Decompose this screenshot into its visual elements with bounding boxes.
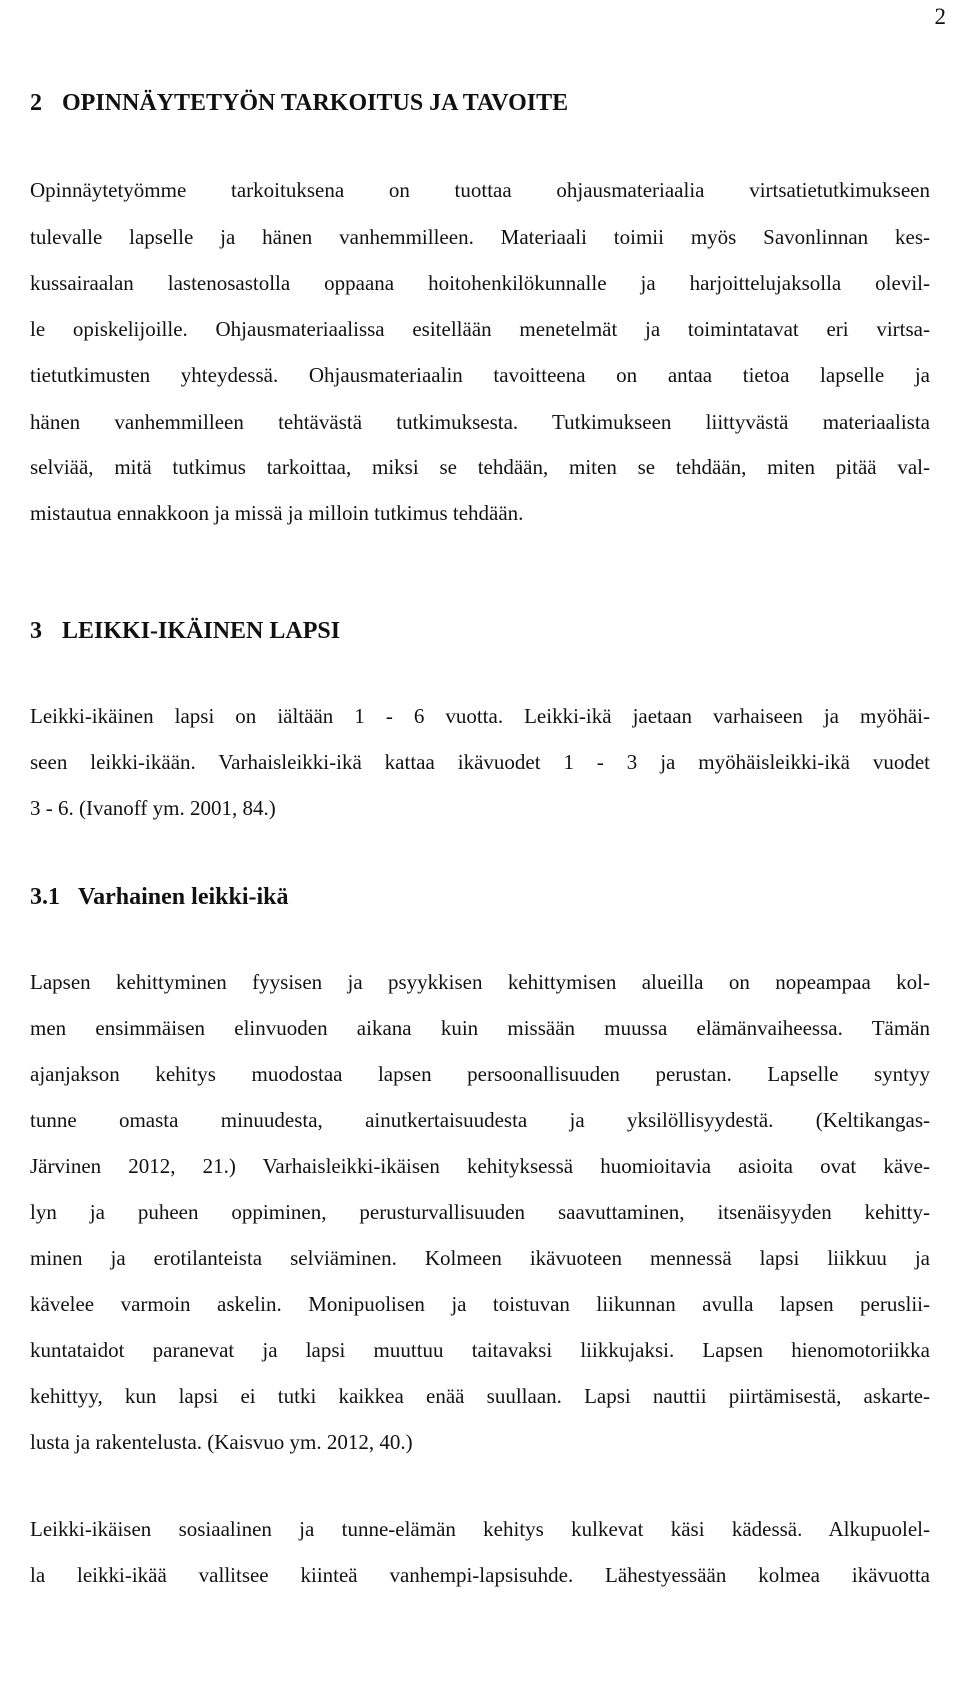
section-3-1-line-6: lyn ja puheen oppiminen, perusturvallisuuden saavuttaminen, itsenäisyyden kehitty- [30,1200,930,1224]
section-3-1-title: Varhainen leikki-ikä [78,884,289,910]
section-2-line-5: tietutkimusten yhteydessä. Ohjausmateriaalin tavoitteena on antaa tietoa lapselle ja [30,363,930,387]
section-3-line-3: 3 - 6. (Ivanoff ym. 2001, 84.) [30,796,276,820]
section-3-1-para2-line-1: Leikki-ikäisen sosiaalinen ja tunne-elämän kehitys kulkevat käsi kädessä. Alkupuolel- [30,1517,930,1541]
section-2-number: 2 [30,90,42,116]
section-3-title: LEIKKI-IKÄINEN LAPSI [62,618,341,644]
section-3-1-line-1: Lapsen kehittyminen fyysisen ja psyykkisen kehittymisen alueilla on nopeampaa kol- [30,970,930,994]
section-3-1-para2-line-2: la leikki-ikää vallitsee kiinteä vanhempi-lapsisuhde. Lähestyessään kolmea ikävuotta [30,1563,930,1587]
section-3-1-line-5: Järvinen 2012, 21.) Varhaisleikki-ikäisen kehityksessä huomioitavia asioita ovat käve- [30,1154,930,1178]
section-3-1-line-8: kävelee varmoin askelin. Monipuolisen ja toistuvan liikunnan avulla lapsen peruslii- [30,1292,930,1316]
section-2-heading [30,90,568,117]
section-2-line-8: mistautua ennakkoon ja missä ja milloin tutkimus tehdään. [30,501,524,525]
section-2-line-3: kussairaalan lastenosastolla oppaana hoitohenkilökunnalle ja harjoittelujaksolla olevil- [30,271,930,295]
page-number: 2 [934,4,946,29]
section-3-1-line-3: ajanjakson kehitys muodostaa lapsen persoonallisuuden perustan. Lapselle syntyy [30,1062,930,1086]
section-3-1-line-11: lusta ja rakentelusta. (Kaisvuo ym. 2012, 40.) [30,1430,413,1454]
section-3-1-line-10: kehittyy, kun lapsi ei tutki kaikkea enää suullaan. Lapsi nauttii piirtämisestä, askarte- [30,1384,930,1408]
section-3-line-1: Leikki-ikäinen lapsi on iältään 1 - 6 vuotta. Leikki-ikä jaetaan varhaiseen ja myöhäi- [30,704,930,728]
section-2-line-6: hänen vanhemmilleen tehtävästä tutkimuksesta. Tutkimukseen liittyvästä materiaalista [30,410,930,434]
section-3-line-2: seen leikki-ikään. Varhaisleikki-ikä kattaa ikävuodet 1 - 3 ja myöhäisleikki-ikä vuodet [30,750,930,774]
section-3-1-line-2: men ensimmäisen elinvuoden aikana kuin missään muussa elämänvaiheessa. Tämän [30,1016,930,1040]
section-3-1-heading [30,884,289,911]
section-3-1-line-7: minen ja erotilanteista selviäminen. Kolmeen ikävuoteen mennessä lapsi liikkuu ja [30,1246,930,1270]
section-2-line-4: le opiskelijoille. Ohjausmateriaalissa esitellään menetelmät ja toimintatavat eri virtsa- [30,317,930,341]
section-3-1-line-9: kuntataidot paranevat ja lapsi muuttuu taitavaksi liikkujaksi. Lapsen hienomotoriikka [30,1338,930,1362]
section-3-number: 3 [30,618,42,644]
section-3-1-line-4: tunne omasta minuudesta, ainutkertaisuudesta ja yksilöllisyydestä. (Keltikangas- [30,1108,930,1132]
section-2-line-2: tulevalle lapselle ja hänen vanhemmilleen. Materiaali toimii myös Savonlinnan kes- [30,225,930,249]
section-2-title: OPINNÄYTETYÖN TARKOITUS JA TAVOITE [62,90,569,116]
section-3-heading [30,618,340,645]
section-2-line-7: selviää, mitä tutkimus tarkoittaa, miksi se tehdään, miten se tehdään, miten pitää val- [30,455,930,479]
section-3-1-number: 3.1 [30,884,60,910]
section-2-line-1: Opinnäytetyömme tarkoituksena on tuottaa ohjausmateriaalia virtsatietutkimukseen [30,178,930,202]
